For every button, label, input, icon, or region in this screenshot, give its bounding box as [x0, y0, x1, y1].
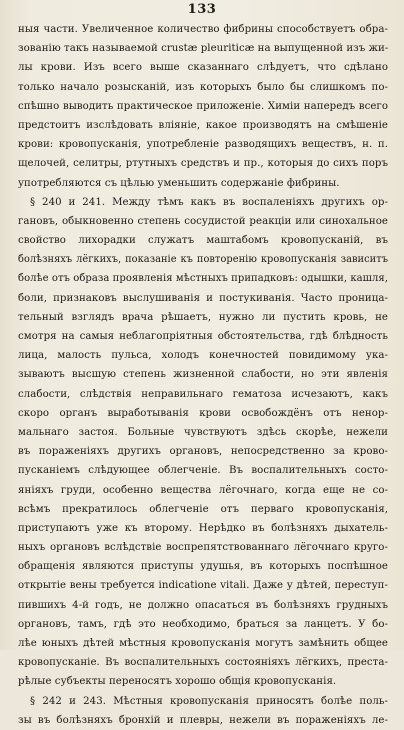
text-line: яніяхъ груди, особенно вещества лёгочнаго, когда еще не со-: [18, 484, 388, 496]
text-line: всѣмъ прекратилось облегченіе отъ перваго кровопусканія,: [18, 503, 388, 515]
text-line: органовъ, тамъ, гдѣ это необходимо, браться за ланцетъ. У бо-: [18, 618, 388, 630]
text-line: пившихъ 4-й годъ, не должно опасаться въ болѣзняхъ грудныхъ: [18, 599, 388, 611]
text-line: тельный взглядъ врача рѣшаетъ, нужно ли пустить кровь, не: [18, 311, 388, 323]
text-line: болѣе отъ образа проявленія мѣстныхъ припадковъ: одышки, кашля,: [18, 273, 388, 285]
paragraph-start-line: § 240 и 241. Между тѣмъ какъ въ воспаленіяхъ другихъ ор-: [30, 196, 388, 208]
text-line: лѣе юныхъ дѣтей мѣстныя кровопусканія могутъ замѣнить общее: [18, 638, 388, 649]
text-line: лы крови. Изъ всего выше сказаннаго слѣдуетъ, что сдѣлано: [18, 62, 388, 74]
paragraph-end-line: употребляются съ цѣлью уменьшить содержаніе фибрины.: [18, 177, 340, 189]
text-line: кровопусканіе. Въ воспалительныхъ состояніяхъ лёгкихъ, преста-: [18, 657, 388, 669]
text-line: обращенія являются приступы удушья, въ которыхъ поспѣшное: [18, 561, 388, 573]
body-text: [18, 20, 388, 730]
text-line: крови: кровопусканія, употребленіе разводящихъ веществъ, н. п.: [18, 139, 388, 151]
paragraph-end-line: рѣлые субъекты переносятъ хорошо общія кровопусканія.: [18, 676, 337, 688]
text-line: приступаютъ уже къ второму. Нерѣдко въ болѣзняхъ дыхатель-: [18, 522, 388, 534]
text-line: мальнаго застоя. Больные чувствуютъ здѣсь скорѣе, нежели: [18, 426, 388, 438]
text-line: ныхъ органовъ вслѣдствіе воспрепятствованнаго лёгочнаго круго-: [18, 542, 388, 554]
text-line: гановъ, обыкновенно степень сосудистой реакціи или синохальное: [18, 215, 388, 227]
text-line: въ пораженіяхъ другихъ органовъ, непосредственно за крово-: [18, 446, 388, 458]
text-line: скоро органъ выработыванія крови освобождёнъ отъ ненор-: [18, 407, 388, 419]
text-line: открытіе вены требуется indicatione vitali. Даже у дѣтей, переступ-: [18, 580, 388, 592]
text-line: зы въ болѣзняхъ бронхій и плевры, нежели въ пораженіяхъ ле-: [18, 714, 388, 726]
page-number: 133: [187, 2, 217, 17]
text-line: лица, малость пульса, холодъ конечностей повидимому ука-: [18, 350, 388, 362]
text-line: слабости, слѣдствія неправильнаго гематоза исчезаютъ, какъ: [18, 388, 388, 400]
text-line: щелочей, селитры, ртутныхъ средствъ и пр., которыя до сихъ поръ: [18, 158, 388, 170]
text-line: зываютъ высшую степень жизненной слабости, но эти явленія: [18, 369, 388, 381]
text-line: зованію такъ называемой crustæ pleuriticæ на выпущенной изъ жи-: [18, 43, 389, 55]
text-line: пусканіемъ слѣдующее облегченіе. Въ воспалительныхъ состо-: [18, 465, 388, 477]
text-line: только начало розысканій, изъ которыхъ было бы слишкомъ по-: [18, 81, 388, 93]
text-line: свойство лихорадки служатъ маштабомъ кровопусканій, въ: [18, 235, 388, 247]
text-line: боли, признаковъ выслушиванія и постукиванія. Часто проница-: [18, 292, 388, 304]
text-line: спѣшно выводить практическое приложеніе. Химіи напередъ всего: [18, 100, 388, 112]
text-line: предстоитъ изслѣдовать вліяніе, какое производятъ на смѣшеніе: [18, 119, 388, 131]
paragraph-start-line: § 242 и 243. Мѣстныя кровопусканія приносятъ болѣе поль-: [30, 695, 388, 707]
text-line: болѣзняхъ лёгкихъ, показаніе къ повторенію кровопусканія зависитъ: [18, 254, 388, 266]
text-line: смотря на самыя неблагопріятныя обстоятельства, гдѣ блѣдность: [18, 331, 388, 342]
text-line: ныя части. Увеличенное количество фибрины способствуетъ обра-: [18, 24, 388, 35]
